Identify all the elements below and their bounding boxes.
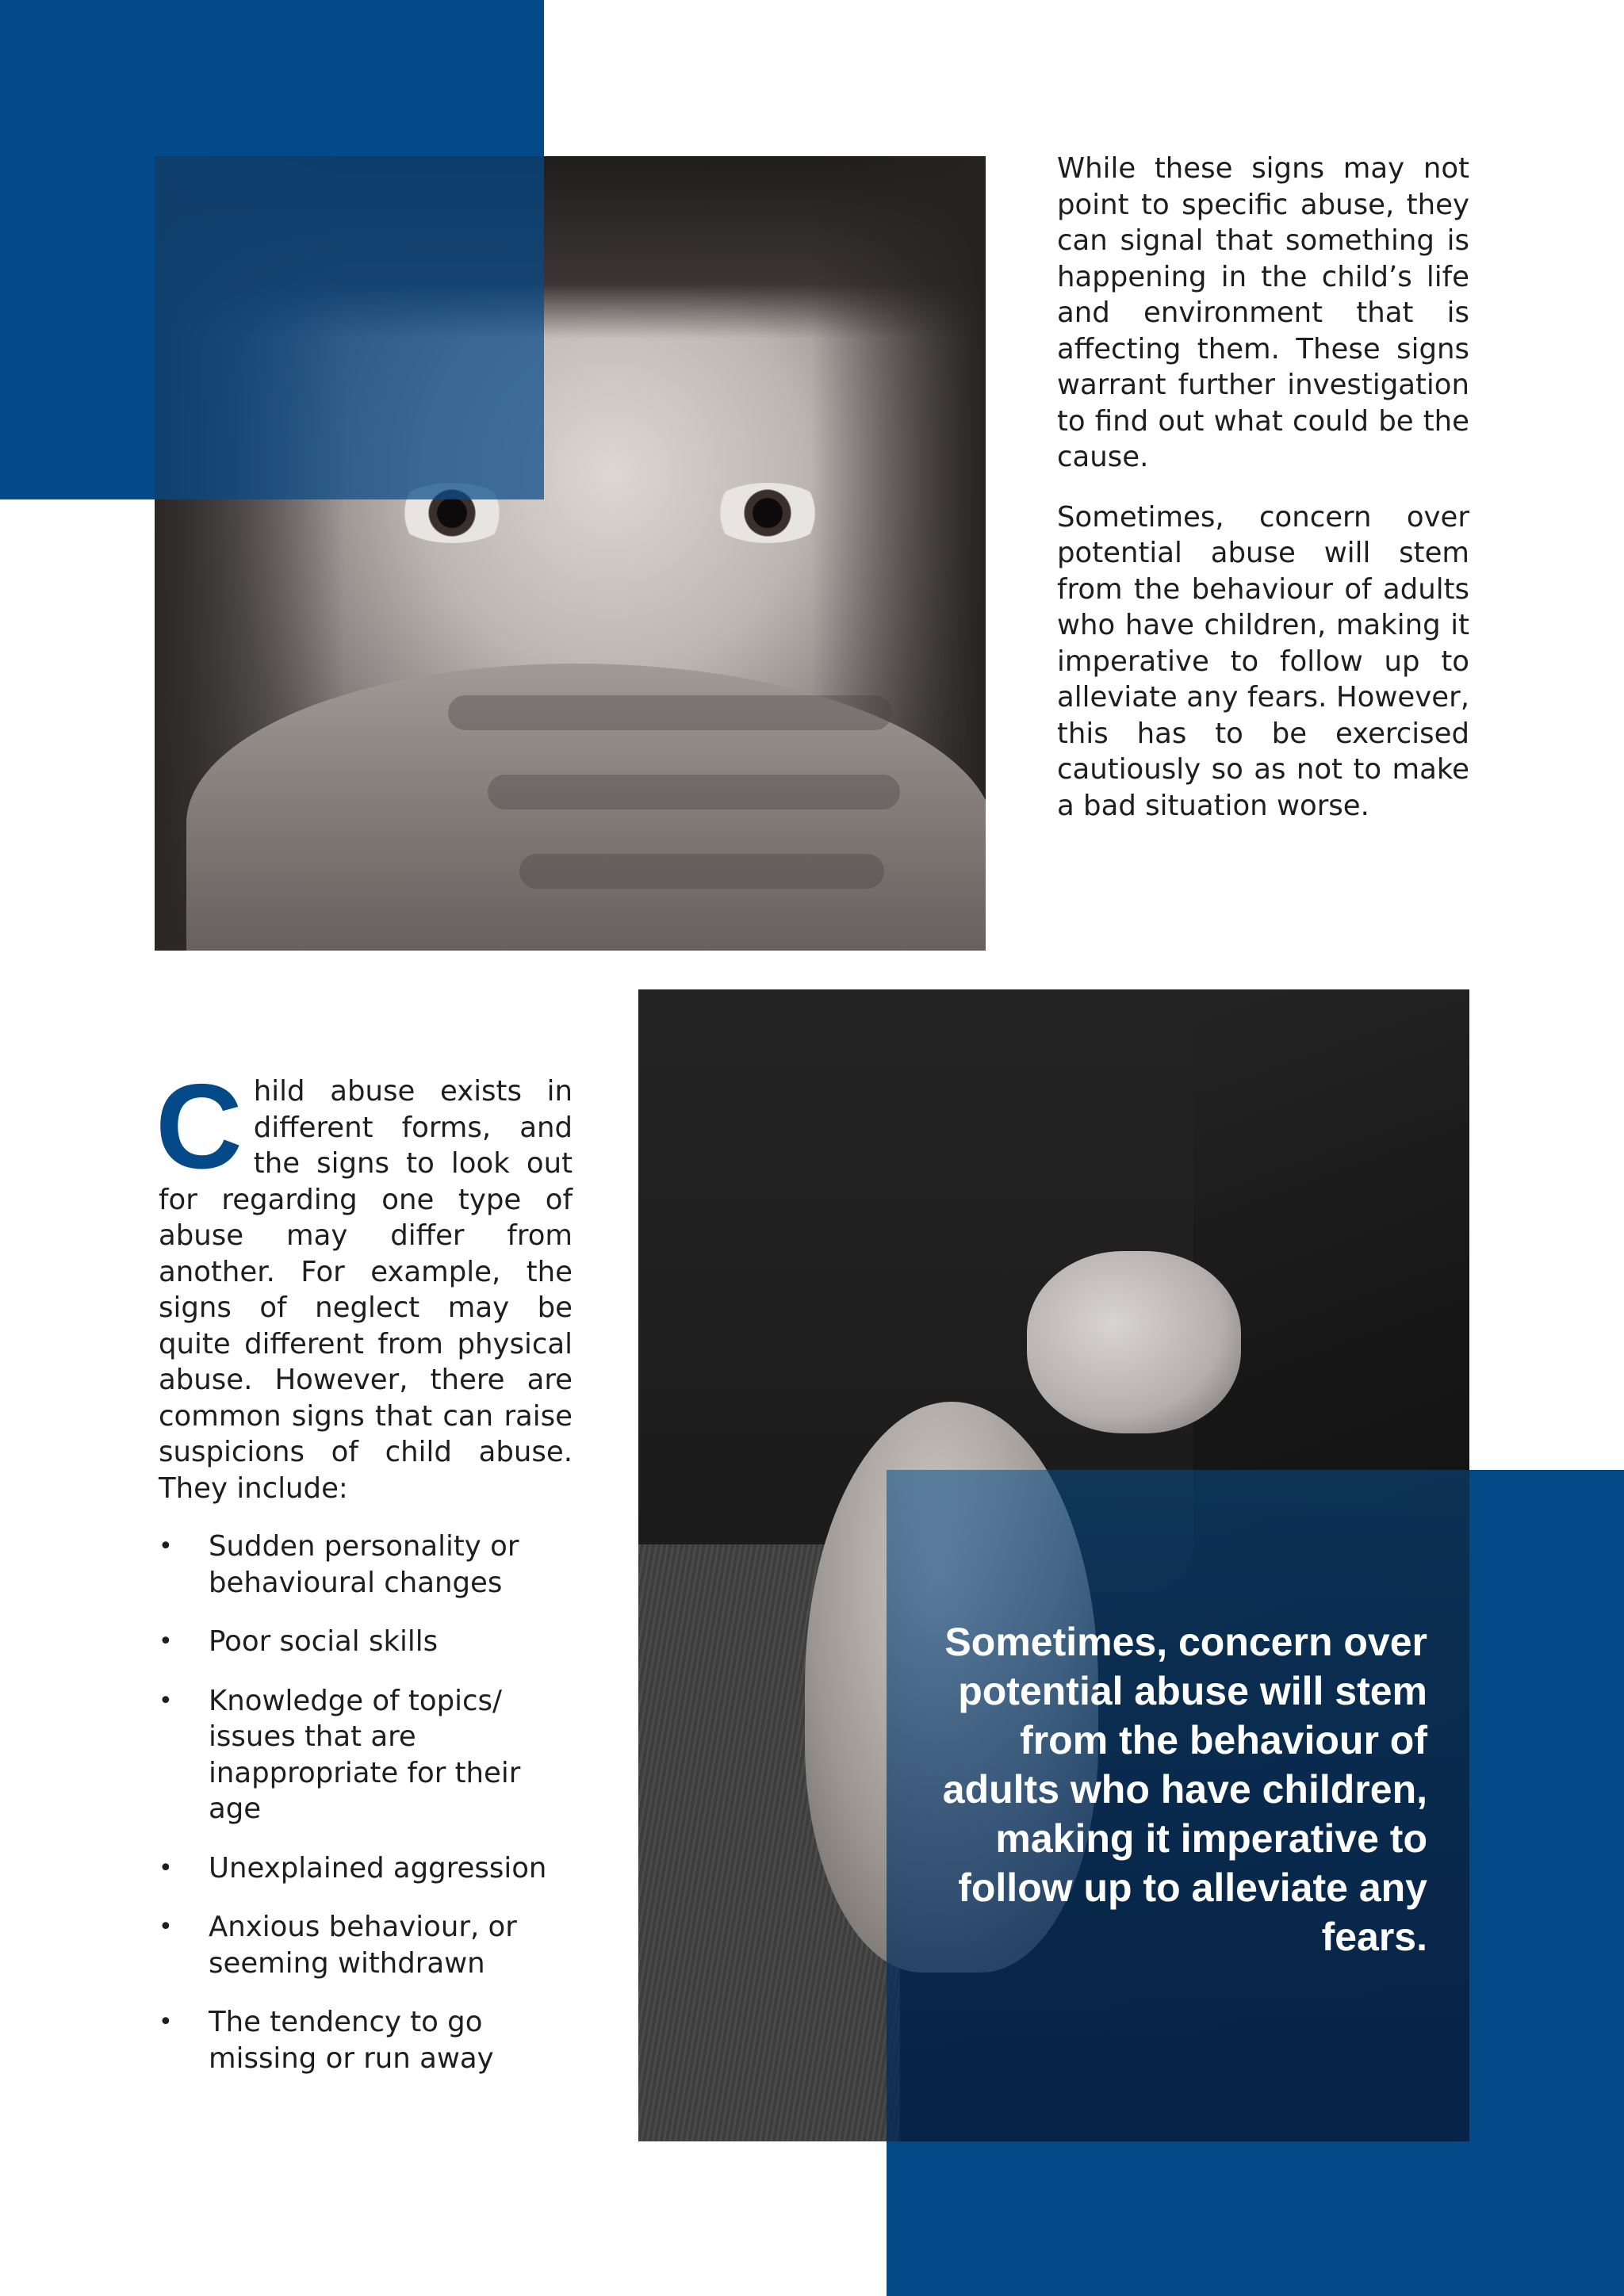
list-item: • Knowledge of topics/ issues that are inappropriate for their age <box>159 1684 521 1825</box>
list-item: • Unexplained aggression <box>159 1850 573 1887</box>
photo-child-hand <box>1027 1251 1241 1433</box>
bullet-icon: • <box>159 1686 173 1715</box>
right-text-column <box>1057 151 1469 824</box>
bullet-icon: • <box>159 1854 173 1882</box>
signs-list <box>159 1529 573 2076</box>
bullet-icon: • <box>159 1628 173 1655</box>
bullet-icon: • <box>159 2008 173 2036</box>
paragraph-signs-warning: While these signs may not point to specific abuse, they can signal that something is happening in the child’s life and environment that is affecting them. These signs warrant further investigation to find out what could be the cause. <box>1057 152 1469 473</box>
paragraph-adult-behaviour: Sometimes, concern over potential abuse will stem from the behaviour of adults who have children, making it imperative to follow up to alleviate any fears. However, this has to be exercised cautiously so as not to make a bad situation worse. <box>1057 500 1469 822</box>
list-item: • Sudden personality or behavioural changes <box>159 1530 519 1599</box>
photo-finger <box>488 775 900 809</box>
intro-text: hild abuse exists in different forms, and the signs to look out for regarding one type of abuse may differ from another. For example, the signs of neglect may be quite different from physical abuse. However, there are common signs that can raise suspicions of child abuse. They include: <box>159 1075 573 1505</box>
intro-paragraph <box>155 1059 573 1506</box>
list-item: • The tendency to go missing or run away <box>159 2006 494 2075</box>
photo-child-holding-teddy <box>638 989 1469 2141</box>
list-item: • Anxious behaviour, or seeming withdrawn <box>159 1911 517 1980</box>
photo-child-hand-over-mouth <box>155 156 986 951</box>
left-text-column <box>155 1059 573 2099</box>
photo-finger <box>519 854 884 889</box>
photo-blue-tint <box>155 156 544 499</box>
drop-cap: C <box>155 1059 243 1194</box>
bullet-icon: • <box>159 1533 173 1560</box>
pull-quote: Sometimes, concern over potential abuse will stem from the behaviour of adults who have children, making it imperative to follow up to alleviate any fears. <box>942 1620 1427 1959</box>
photo-eye-right <box>708 483 827 543</box>
photo-finger <box>448 695 892 730</box>
bullet-icon: • <box>159 1913 173 1941</box>
list-item: • Poor social skills <box>159 1624 573 1660</box>
